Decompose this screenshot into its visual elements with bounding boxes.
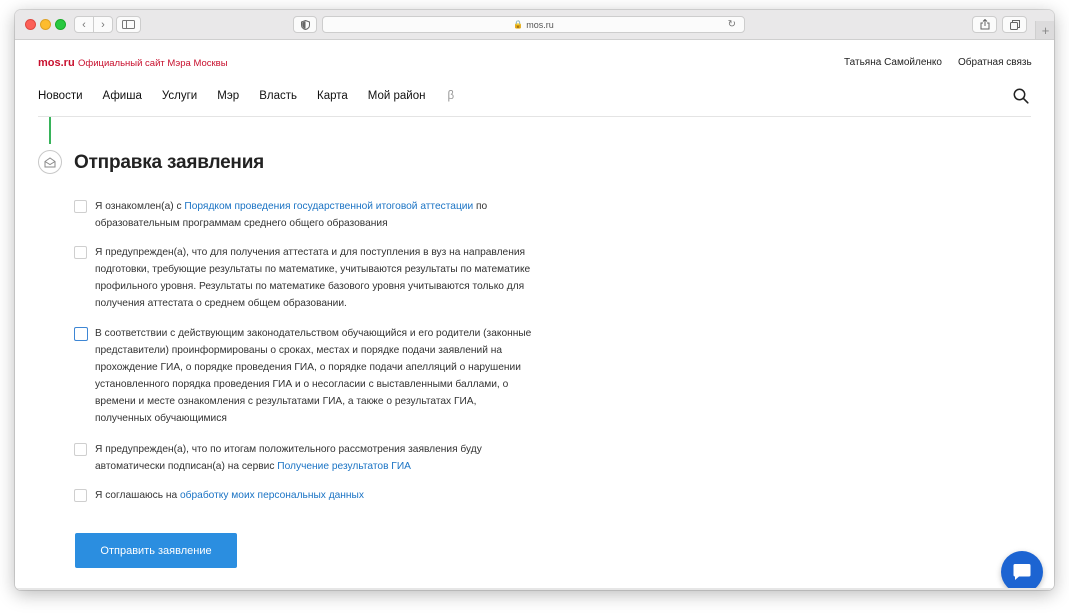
nav-item-mayor[interactable]: Мэр: [217, 90, 240, 102]
nav-item-news[interactable]: Новости: [38, 90, 83, 102]
browser-window: [15, 10, 1054, 590]
submit-application-button[interactable]: Отправить заявление: [75, 533, 237, 568]
show-tabs-button[interactable]: [1002, 16, 1027, 33]
user-name-link[interactable]: Татьяна Самойленко: [844, 57, 942, 68]
agreement-checkbox-2[interactable]: [74, 246, 87, 259]
nav-item-services[interactable]: Услуги: [161, 90, 198, 102]
agreement-text-part: Я предупрежден(а), что по итогам положительного рассмотрения заявления буду автоматически подписан(а) на сервис: [95, 444, 482, 472]
agreement-text: [95, 441, 535, 475]
maximize-window-button[interactable]: [55, 19, 66, 30]
agreement-text-part: Я ознакомлен(а) с: [95, 201, 185, 212]
share-icon: [980, 19, 990, 30]
site-tagline[interactable]: Официальный сайт Мэра Москвы: [78, 58, 228, 69]
nav-item-authority[interactable]: Власть: [259, 90, 297, 102]
gia-results-link[interactable]: Получение результатов ГИА: [277, 461, 411, 472]
agreement-text-part: Я соглашаюсь на: [95, 490, 180, 501]
nav-divider: [38, 116, 1031, 117]
nav-item-my-district-label: Мой район: [367, 90, 426, 102]
chevron-right-icon[interactable]: ›: [101, 18, 105, 31]
personal-data-link[interactable]: обработку моих персональных данных: [180, 490, 364, 501]
agreement-checkbox-3[interactable]: [74, 327, 88, 341]
tabs-icon: [1010, 20, 1020, 30]
close-window-button[interactable]: [25, 19, 36, 30]
agreement-text-part: по образовательным программам среднего общего образования: [95, 201, 488, 229]
plus-icon[interactable]: +: [1035, 21, 1054, 39]
sidebar-toggle-button[interactable]: [116, 16, 141, 33]
agreement-checkbox-1[interactable]: [74, 200, 87, 213]
share-button[interactable]: [972, 16, 997, 33]
browser-toolbar: [15, 10, 1054, 40]
agreement-text: [95, 244, 535, 312]
page-content: [15, 40, 1054, 590]
beta-badge: β: [447, 90, 455, 102]
chat-icon: [1012, 562, 1032, 582]
agreement-checkbox-5[interactable]: [74, 489, 87, 502]
step-progress-line: [49, 117, 51, 144]
nav-item-map[interactable]: Карта: [317, 90, 348, 102]
shield-icon: [301, 20, 310, 30]
agreement-text-part: В соответствии с действующим законодательством обучающийся и его родители (законные представители) проинформированы о сроках, местах и порядке подачи заявлений на прохождение ГИА, о порядке проведения ГИА, о порядке подачи апелляций о нарушении установленного порядка проведения ГИА и о несогласии с выставленными баллами, о времени и месте ознакомления с результатами ГИА, а также о результатах ГИА, полученных обучающимися: [95, 328, 532, 424]
nav-item-afisha[interactable]: Афиша: [102, 90, 142, 102]
agreement-text: [95, 325, 535, 427]
agreement-checkbox-4[interactable]: [74, 443, 87, 456]
envelope-icon: [38, 150, 62, 174]
lock-icon: 🔒: [513, 20, 524, 29]
search-icon[interactable]: [1013, 88, 1029, 104]
section-title: Отправка заявления: [74, 152, 265, 173]
history-nav: [74, 16, 113, 33]
privacy-report-button[interactable]: [293, 16, 317, 33]
feedback-link[interactable]: Обратная связь: [958, 57, 1032, 68]
main-nav: [38, 90, 494, 102]
chat-button[interactable]: [1001, 551, 1043, 590]
nav-item-my-district[interactable]: [368, 90, 474, 102]
agreement-text: [95, 198, 535, 232]
chevron-left-icon[interactable]: ‹: [75, 17, 94, 32]
sidebar-icon: [122, 20, 135, 29]
address-bar[interactable]: [322, 16, 745, 33]
gia-procedure-link[interactable]: Порядком проведения государственной итоговой аттестации: [184, 201, 474, 212]
reload-icon[interactable]: ↻: [727, 19, 736, 30]
agreement-text: [95, 487, 535, 504]
page-bottom-divider: [15, 588, 1054, 590]
agreement-text-part: Я предупрежден(а), что для получения аттестата и для поступления в вуз на направления подготовки, требующие результаты по математике, учитываются результаты по математике профильного уровня. Результаты по математике базового уровня учитываются только для получения аттестата о среднем общем образовании.: [95, 247, 531, 309]
site-logo[interactable]: mos.ru: [38, 57, 75, 69]
address-text: mos.ru: [526, 19, 554, 30]
minimize-window-button[interactable]: [40, 19, 51, 30]
